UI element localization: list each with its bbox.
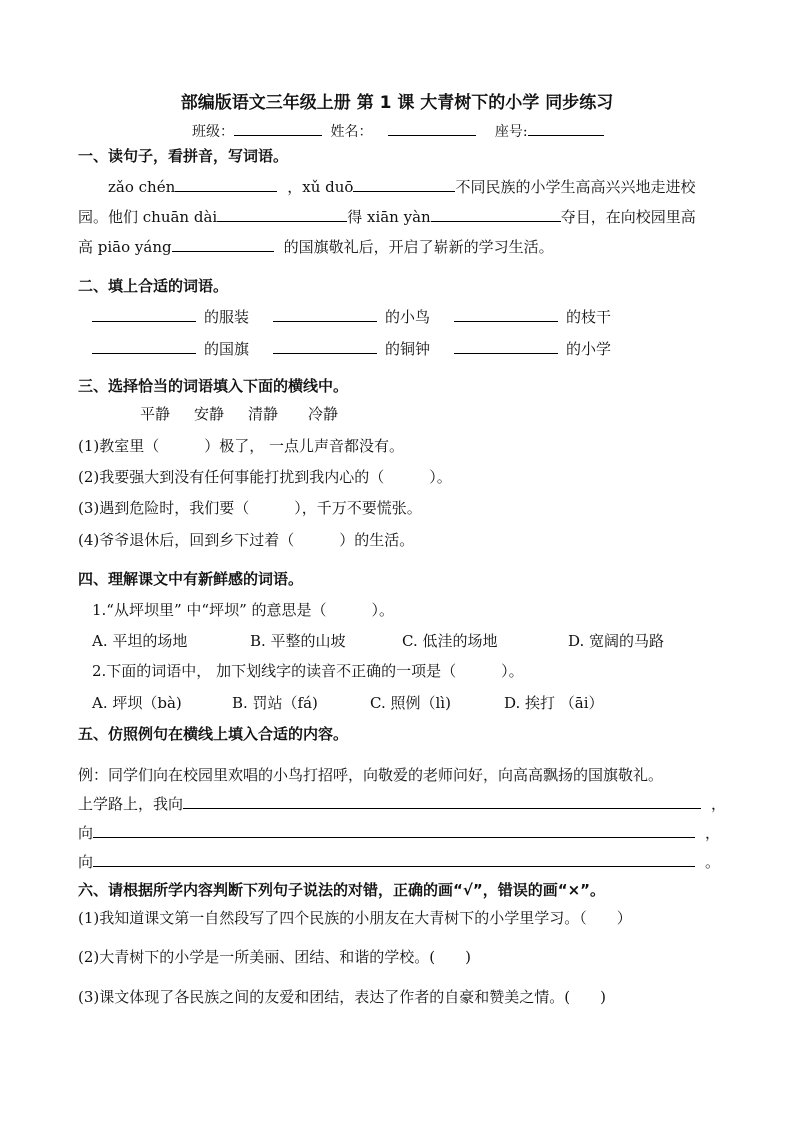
- answer-blank[interactable]: [92, 306, 196, 322]
- section-1-heading: 一、读句子，看拼音，写词语。: [78, 147, 289, 165]
- section-2-row-2: 的国旗 的铜钟 的小学: [92, 338, 611, 359]
- section-5-heading: 五、仿照例句在横线上填入合适的内容。: [78, 725, 349, 743]
- answer-blank[interactable]: [92, 338, 196, 354]
- word-bank-item: 清静: [248, 405, 279, 423]
- option-d[interactable]: D. 宽阔的马路: [568, 632, 665, 650]
- answer-blank[interactable]: [454, 338, 558, 354]
- option-a[interactable]: A. 平坦的场地: [92, 632, 188, 650]
- answer-blank[interactable]: [273, 338, 377, 354]
- class-blank[interactable]: [234, 120, 322, 136]
- word-bank-item: 安静: [194, 405, 225, 423]
- option-b[interactable]: B. 罚站（fá): [232, 694, 318, 712]
- answer-line[interactable]: [93, 851, 695, 867]
- word-bank: [140, 404, 338, 424]
- answer-blank[interactable]: [273, 306, 377, 322]
- page-title: 部编版语文三年级上册 第 1 课 大青树下的小学 同步练习: [180, 93, 614, 113]
- section-6-question-2: (2)大青树下的小学是一所美丽、团结、和谐的学校。( ): [78, 948, 471, 966]
- answer-blank[interactable]: [454, 306, 558, 322]
- example-sentence: 例：同学们向在校园里欢唱的小鸟打招呼，向敬爱的老师问好，向高高飘扬的国旗敬礼。: [78, 766, 664, 784]
- answer-blank[interactable]: [175, 176, 277, 192]
- section-2-heading: 二、填上合适的词语。: [78, 277, 229, 295]
- section-6-question-3: (3)课文体现了各民族之间的友爱和团结，表达了作者的自豪和赞美之情。( ): [78, 988, 606, 1006]
- section-4-heading: 四、理解课文中有新鲜感的词语。: [78, 570, 304, 588]
- answer-blank[interactable]: [172, 236, 274, 252]
- section-3-question-1: (1)教室里（ ）极了， 一点儿声音都没有。: [78, 437, 405, 455]
- section-1-line-3: 高 piāo yáng 的国旗敬礼后，开启了崭新的学习生活。: [78, 238, 554, 256]
- section-4-question-2: 2.下面的词语中， 加下划线字的读音不正确的一项是（ ）。: [92, 662, 524, 680]
- name-blank[interactable]: [388, 120, 476, 136]
- seat-label: 座号:: [494, 124, 528, 140]
- answer-blank[interactable]: [217, 206, 347, 222]
- option-d[interactable]: D. 挨打 （āi）: [504, 694, 604, 712]
- section-5-line-3: 向 。: [78, 853, 721, 871]
- answer-line[interactable]: [93, 822, 695, 838]
- word-bank-item: 冷静: [308, 405, 339, 423]
- section-6-heading: 六、请根据所学内容判断下列句子说法的对错，正确的画“√”，错误的画“×”。: [78, 881, 606, 899]
- seat-blank[interactable]: [528, 120, 604, 136]
- section-3-question-2: (2)我要强大到没有任何事能打扰到我内心的（ ）。: [78, 468, 452, 486]
- section-2-row-1: 的服装 的小鸟 的枝干: [92, 306, 611, 327]
- answer-line[interactable]: [183, 793, 701, 809]
- section-4-question-1: 1.“从坪坝里” 中“坪坝” 的意思是（ ）。: [92, 601, 395, 619]
- option-c[interactable]: C. 照例（lì): [370, 694, 451, 712]
- section-3-question-4: (4)爷爷退休后，回到乡下过着（ ）的生活。: [78, 531, 415, 549]
- student-info-row: [192, 120, 604, 142]
- section-1-line-2: 园。他们 chuān dài 得 xiān yàn 夺目，在向校园里高: [78, 208, 696, 226]
- answer-blank[interactable]: [353, 176, 455, 192]
- section-1-line-1: zǎo chén ，xǔ duō 不同民族的小学生高高兴兴地走进校: [108, 178, 696, 196]
- answer-blank[interactable]: [431, 206, 561, 222]
- class-label: 班级：: [192, 124, 234, 140]
- section-3-question-3: (3)遇到危险时，我们要（ ），千万不要慌张。: [78, 499, 422, 517]
- option-c[interactable]: C. 低洼的场地: [402, 632, 498, 650]
- section-5-line-1: 上学路上，我向 ，: [78, 795, 727, 813]
- option-a[interactable]: A. 坪坝（bà): [92, 694, 182, 712]
- word-bank-item: 平静: [140, 405, 171, 423]
- option-b[interactable]: B. 平整的山坡: [250, 632, 346, 650]
- section-3-heading: 三、选择恰当的词语填入下面的横线中。: [78, 377, 349, 395]
- section-6-question-1: (1)我知道课文第一自然段写了四个民族的小朋友在大青树下的小学里学习。（ ）: [78, 909, 632, 927]
- name-label: 姓名：: [330, 124, 373, 140]
- section-5-line-2: 向 ，: [78, 824, 721, 842]
